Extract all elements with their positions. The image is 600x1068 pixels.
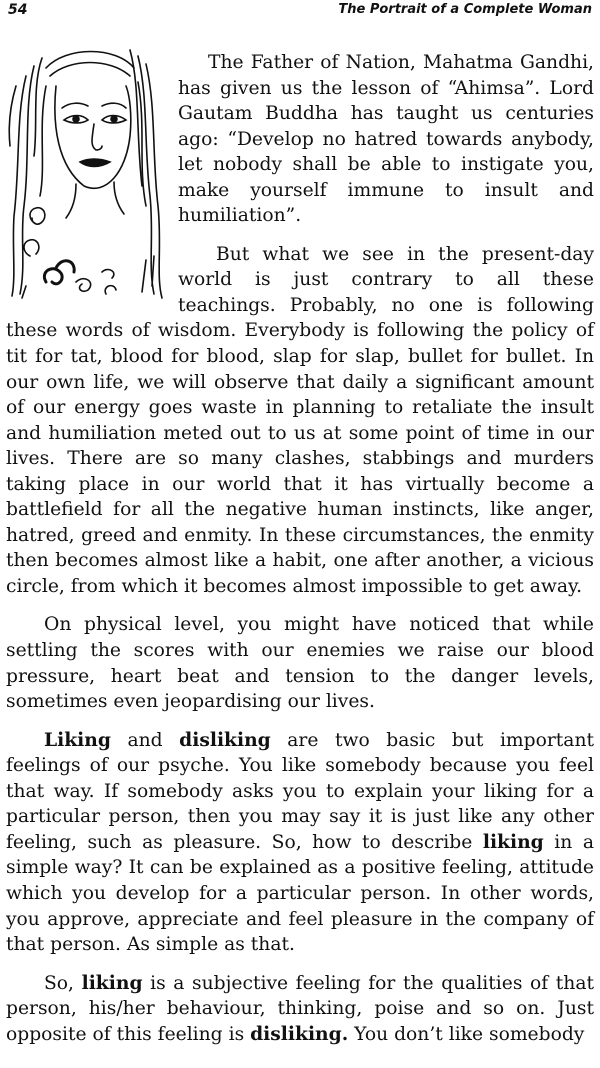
bold-term: disliking [179,728,271,751]
bold-term: liking [81,971,143,994]
text-run: is a subjective feeling for the qualities of that person, his/her behaviour, thinking, poise and so on. Just opposite of this feeling is [6,972,594,1045]
text-run: On physical level, you might have noticed that while settling the scores with our enemies we raise our blood pressure, heart beat and tension to the danger levels, sometimes even jeopardising our lives. [6,614,594,713]
text-run: are two basic but important feelings of our psyche. You like somebody because you feel that way. If somebody asks you to explain your liking for a particular person, then you may say it is just like any other feeling, such as pleasure. So, how to describe [6,729,594,853]
text-run: So, [44,972,82,994]
text-run: You don’t like somebody [348,1023,585,1045]
running-title: The Portrait of a Complete Woman [338,2,592,17]
paragraph-3 [6,612,594,714]
bold-term: liking [482,830,544,853]
text-run: The Father of Nation, Mahatma Gandhi, has given us the lesson of “Ahimsa”. Lord Gautam Buddha has taught us centuries ago: “Develop no hatred towards anybody, let nobody shall be able to instigate you, make yourself immune to insult and humiliation”. [178,52,594,227]
paragraph-4 [6,728,594,958]
bold-term: disliking. [250,1022,349,1045]
paragraph-5 [6,971,594,1048]
text-run: But what we see in the present-day world is just contrary to all these teachings. Probably, no one is following these words of wisdom. Everybody is following the policy of tit for tat, blood for blood, slap for slap, bullet for bullet. In our own life, we will observe that daily a significant amount of our energy goes waste in planning to retaliate the insult and humiliation meted out to us at some point of time in our lives. There are so many clashes, stabbings and murders taking place in our world that it has virtually become a battlefield for all the negative human instincts, like anger, hatred, greed and enmity. In these circumstances, the enmity then becomes almost like a habit, one after another, a vicious circle, from which it becomes almost impossible to get away. [6,243,594,597]
page-body [6,50,594,1060]
text-run: and [110,729,180,751]
woman-portrait-illustration [6,46,172,300]
text-run: in a simple way? It can be explained as a positive feeling, attitude which you develop for a particular person. In other words, you approve, appreciate and feel pleasure in the company of that person. As simple as that. [6,831,594,956]
bold-term: Liking [44,728,111,751]
page-number: 54 [8,2,28,18]
